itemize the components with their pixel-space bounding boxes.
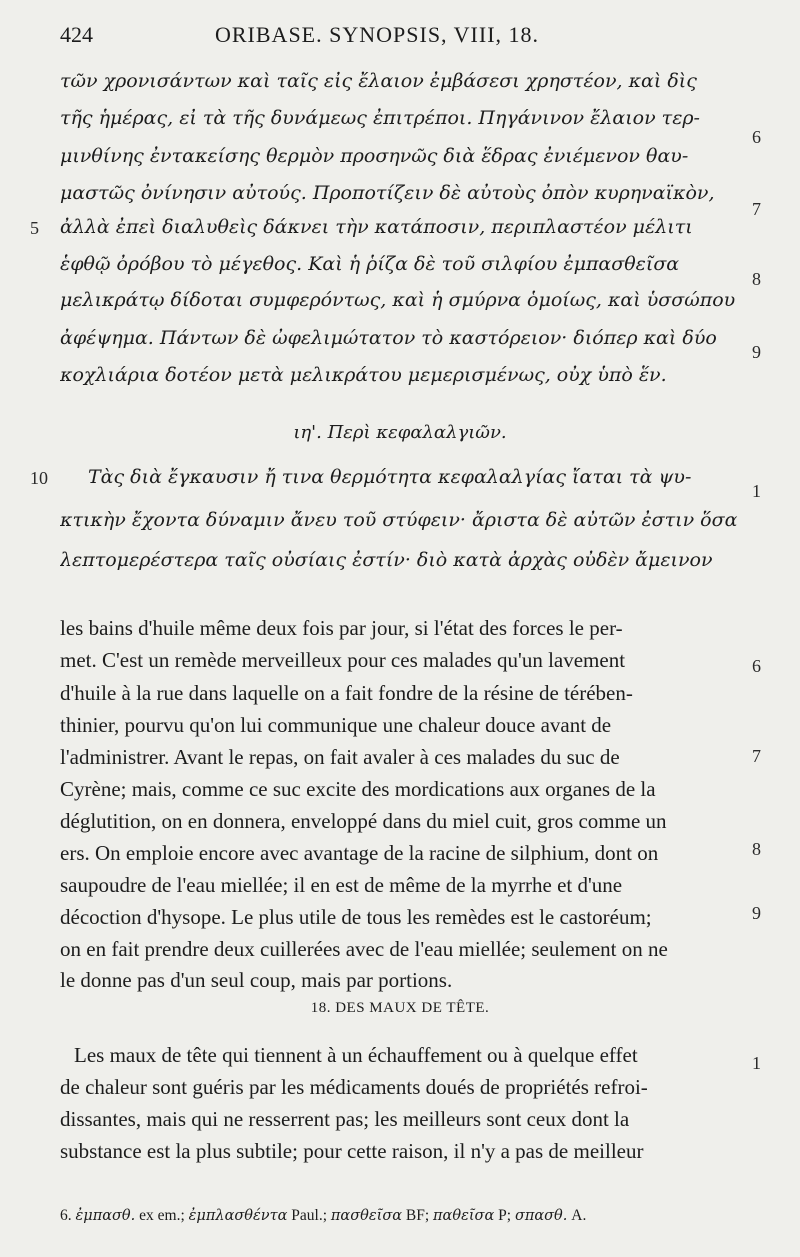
greek-line: τῆς ἡμέρας, εἰ τὰ τῆς δυνάμεως ἐπιτρέποι. Πηγάνινον ἔλαιον τερ- (60, 107, 700, 129)
footnote-greek: παθεῖσα (433, 1208, 495, 1224)
line-number: 9 (752, 903, 761, 923)
greek-line: μελικράτῳ δίδοται συμφερόντως, καὶ ἡ σμύρνα ὁμοίως, καὶ ὑσσώπου (60, 289, 736, 311)
footnote-text: BF; (405, 1207, 430, 1224)
french-line: l'administrer. Avant le repas, on fait avaler à ces malades du suc de (60, 745, 620, 769)
french-line: met. C'est un remède merveilleux pour ces malades qu'un lavement (60, 648, 626, 672)
greek-line: ἀλλὰ ἐπεὶ διαλυθεὶς δάκνει τὴν κατάποσιν, περιπλαστέον μέλιτι (60, 216, 693, 238)
greek-line: ἑφθῷ ὀρόβου τὸ μέγεθος. Καὶ ἡ ῥίζα δὲ τοῦ σιλφίου ἐμπασθεῖσα (60, 253, 680, 275)
footnote (60, 1207, 760, 1225)
french-line: Cyrène; mais, comme ce suc excite des mordications aux organes de la (60, 777, 656, 801)
french-line: de chaleur sont guéris par les médicaments doués de propriétés refroi- (60, 1075, 648, 1099)
footnote-text: P; (498, 1207, 512, 1224)
greek-chapter-heading: ιη'. Περὶ κεφαλαλγιῶν. (293, 422, 507, 443)
greek-line: κοχλιάρια δοτέον μετὰ μελικράτου μεμερισμένως, οὐχ ὑπὸ ἕν. (60, 364, 667, 386)
footnote-ref: 6. (60, 1207, 72, 1224)
french-line: d'huile à la rue dans laquelle on a fait fondre de la résine de térében- (60, 681, 633, 705)
line-number: 6 (752, 656, 761, 676)
greek-line: τῶν χρονισάντων καὶ ταῖς εἰς ἔλαιον ἐμβάσεσι χρηστέον, καὶ δὶς (60, 70, 697, 92)
line-number: 8 (752, 839, 761, 859)
french-line: décoction d'hysope. Le plus utile de tous les remèdes est le castoréum; (60, 905, 652, 929)
footnote-text: ex em.; (139, 1207, 185, 1224)
line-number: 7 (752, 199, 761, 219)
line-number: 1 (752, 481, 761, 501)
footnote-greek: σπασθ. (514, 1208, 568, 1224)
line-number: 5 (30, 218, 39, 238)
french-line: on en fait prendre deux cuillerées avec de l'eau miellée; seulement on ne (60, 937, 668, 961)
footnote-greek: ἐμπλασθέντα (188, 1208, 288, 1224)
french-line: saupoudre de l'eau miellée; il en est de même de la myrrhe et d'une (60, 873, 623, 897)
footnote-text: A. (571, 1207, 587, 1224)
french-line: substance est la plus subtile; pour cette raison, il n'y a pas de meilleur (60, 1139, 644, 1163)
greek-line: ἀφέψημα. Πάντων δὲ ὠφελιμώτατον τὸ καστόρειον· διόπερ καὶ δύο (60, 327, 717, 349)
footnote-greek: ἐμπασθ. (75, 1208, 136, 1224)
page-number: 424 (60, 22, 93, 47)
french-line: les bains d'huile même deux fois par jour, si l'état des forces le per- (60, 616, 623, 640)
french-line: le donne pas d'un seul coup, mais par portions. (60, 968, 453, 992)
french-line: thinier, pourvu qu'on lui communique une chaleur douce avant de (60, 713, 612, 737)
line-number: 6 (752, 127, 761, 147)
french-chapter-heading: 18. DES MAUX DE TÊTE. (310, 1000, 490, 1016)
greek-line: λεπτομερέστερα ταῖς οὐσίαις ἐστίν· διὸ κατὰ ἀρχὰς οὐδὲν ἄμεινον (60, 549, 713, 571)
line-number: 7 (752, 746, 761, 766)
french-line: Les maux de tête qui tiennent à un échauffement ou à quelque effet (74, 1043, 638, 1067)
french-line: dissantes, mais qui ne resserrent pas; les meilleurs sont ceux dont la (60, 1107, 630, 1131)
greek-line: κτικὴν ἔχοντα δύναμιν ἄνευ τοῦ στύφειν· ἄριστα δὲ αὐτῶν ἐστιν ὅσα (60, 509, 738, 531)
line-number: 8 (752, 269, 761, 289)
line-number: 9 (752, 342, 761, 362)
french-line: déglutition, on en donnera, enveloppé dans du miel cuit, gros comme un (60, 809, 667, 833)
footnote-greek: πασθεῖσα (330, 1208, 403, 1224)
french-line: ers. On emploie encore avec avantage de la racine de silphium, dont on (60, 841, 659, 865)
greek-line: μαστῶς ὀνίνησιν αὐτούς. Προποτίζειν δὲ αὐτοὺς ὀπὸν κυρηναϊκὸν, (60, 182, 715, 204)
line-number: 1 (752, 1053, 761, 1073)
footnote-text: Paul.; (291, 1207, 328, 1224)
line-number: 10 (30, 468, 48, 488)
running-title: ORIBASE. SYNOPSIS, VIII, 18. (215, 22, 540, 47)
greek-line: μινθίνης ἐντακείσης θερμὸν προσηνῶς διὰ ἕδρας ἐνιέμενον θαυ- (60, 145, 689, 167)
page-header (60, 22, 760, 52)
greek-line: Τὰς διὰ ἔγκαυσιν ἤ τινα θερμότητα κεφαλαλγίας ἴαται τὰ ψυ- (88, 466, 692, 488)
